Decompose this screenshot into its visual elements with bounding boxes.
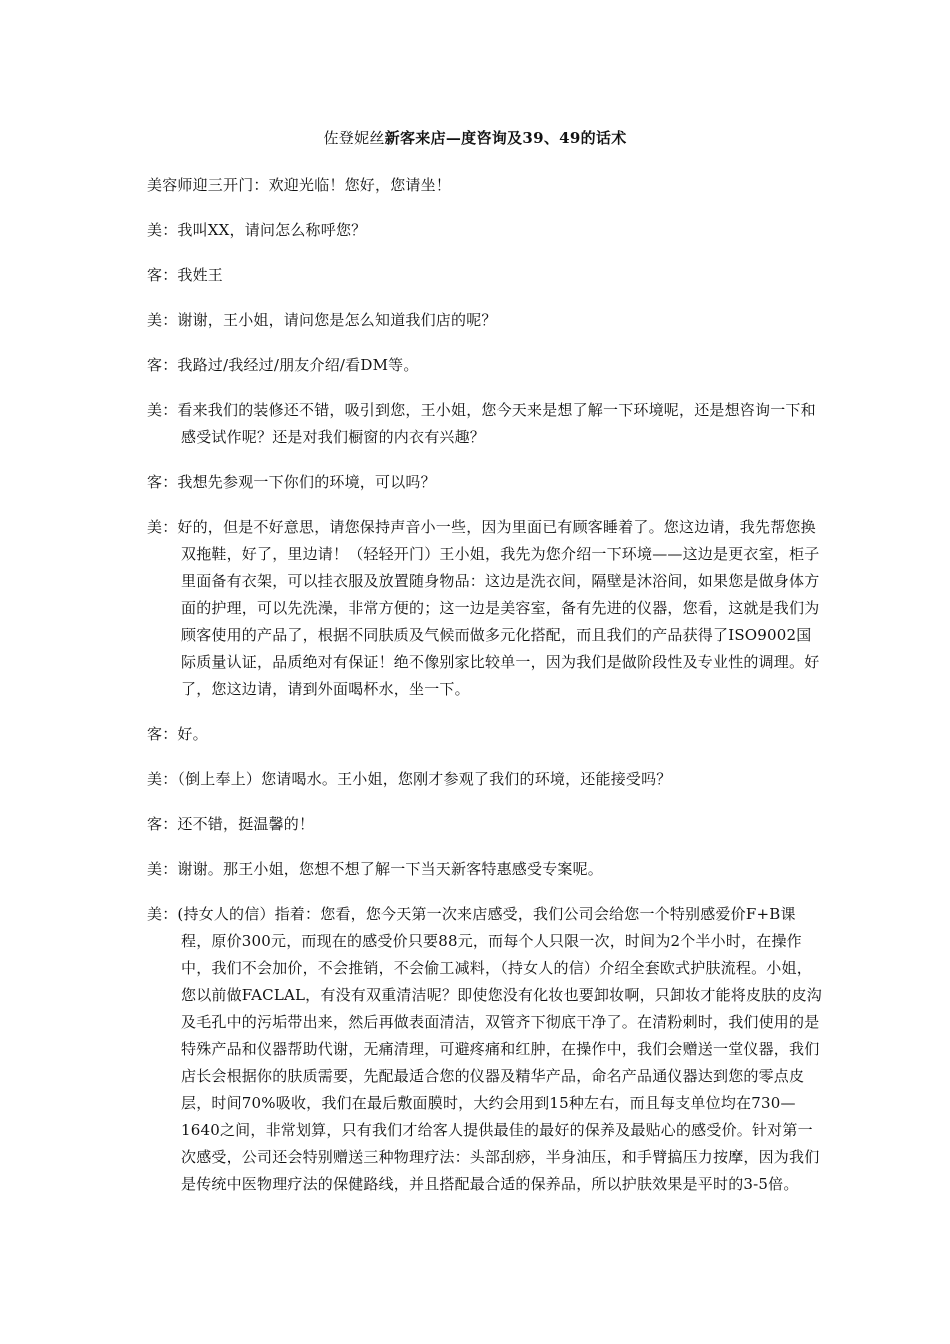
paragraph-dialogue: 客：我想先参观一下你们的环境，可以吗？ — [147, 473, 436, 491]
paragraph-dialogue: 美：(持女人的信）指着：您看，您今天第一次来店感受，我们公司会给您一个特别感爱价F+B课程，原价300元，而现在的感受价只要88元，而每个人只限一次，时间为2个半小时，在操作中，我们不会加价，不会推销，不会偷工减料，（持女人的信）介绍全套欧式护肤流程。小姐，您以前做FACLAL，有没有双重清洁呢？即使您没有化妆也要卸妆啊，只卸妆才能将皮肤的皮沟及毛孔中的污垢带出来，然后再做表面清洁，双管齐下彻底干净了。在清粉刺时，我们使用的是特殊产品和仪器帮助代谢，无痛清理，可避疼痛和红肿，在操作中，我们会赠送一堂仪器，我们店长会根据你的肤质需要，先配最适合您的仪器及精华产品，命名产品通仪器达到您的零点皮层，时间70%吸收，我们在最后敷面膜时，大约会用到15种左右，而且每支单位均在730—1640之间，非常划算，只有我们才给客人提供最佳的最好的保养及最贴心的感受价。针对第一次感受，公司还会特别赠送三种物理疗法：头部刮痧，半身油压，和手臂搞压力按摩，因为我们是传统中医物理疗法的保健路线，并且搭配最合适的保养品，所以护肤效果是平时的3-5倍。 — [147, 905, 822, 1193]
document-title — [0, 128, 950, 148]
paragraph-dialogue: 客：好。 — [147, 725, 208, 743]
paragraph-dialogue: 美：（倒上奉上）您请喝水。王小姐，您刚才参观了我们的环境，还能接受吗？ — [147, 770, 672, 788]
paragraph-dialogue: 美：谢谢。那王小姐，您想不想了解一下当天新客特惠感受专案呢。 — [147, 860, 604, 878]
paragraph-dialogue: 美：我叫XX，请问怎么称呼您？ — [147, 221, 367, 239]
paragraph-dialogue: 客：我路过/我经过/朋友介绍/看DM等。 — [147, 356, 419, 374]
paragraph-dialogue: 客：我姓王 — [147, 266, 224, 284]
title-prefix: 佐登妮丝 — [323, 129, 385, 147]
paragraph-dialogue: 美：看来我们的装修还不错，吸引到您，王小姐，您今天来是想了解一下环境呢，还是想咨询一下和感受试作呢？还是对我们橱窗的内衣有兴趣？ — [147, 401, 816, 446]
paragraph-dialogue: 客：还不错，挺温馨的！ — [147, 815, 315, 833]
paragraph-dialogue: 美：谢谢，王小姐，请问您是怎么知道我们店的呢？ — [147, 311, 497, 329]
paragraph-dialogue: 美：好的，但是不好意思，请您保持声音小一些，因为里面已有顾客睡着了。您这边请，我先帮您换双拖鞋，好了，里边请！（轻轻开门）王小姐，我先为您介绍一下环境——这边是更衣室，柜子里面备有衣架，可以挂衣服及放置随身物品：这边是洗衣间，隔壁是沐浴间，如果您是做身体方面的护理，可以先洗澡，非常方便的；这一边是美容室，备有先进的仪器，您看，这就是我们为顾客使用的产品了，根据不同肤质及气候而做多元化搭配，而且我们的产品获得了ISO9002国际质量认证，品质绝对有保证！绝不像别家比较单一，因为我们是做阶段性及专业性的调理。好了，您这边请，请到外面喝杯水，坐一下。 — [147, 518, 820, 698]
paragraph-greeting: 美容师迎三开门：欢迎光临！您好，您请坐！ — [147, 176, 452, 194]
title-main: 新客来店—度咨询及39、49的话术 — [384, 129, 627, 147]
document-body — [147, 172, 822, 1216]
